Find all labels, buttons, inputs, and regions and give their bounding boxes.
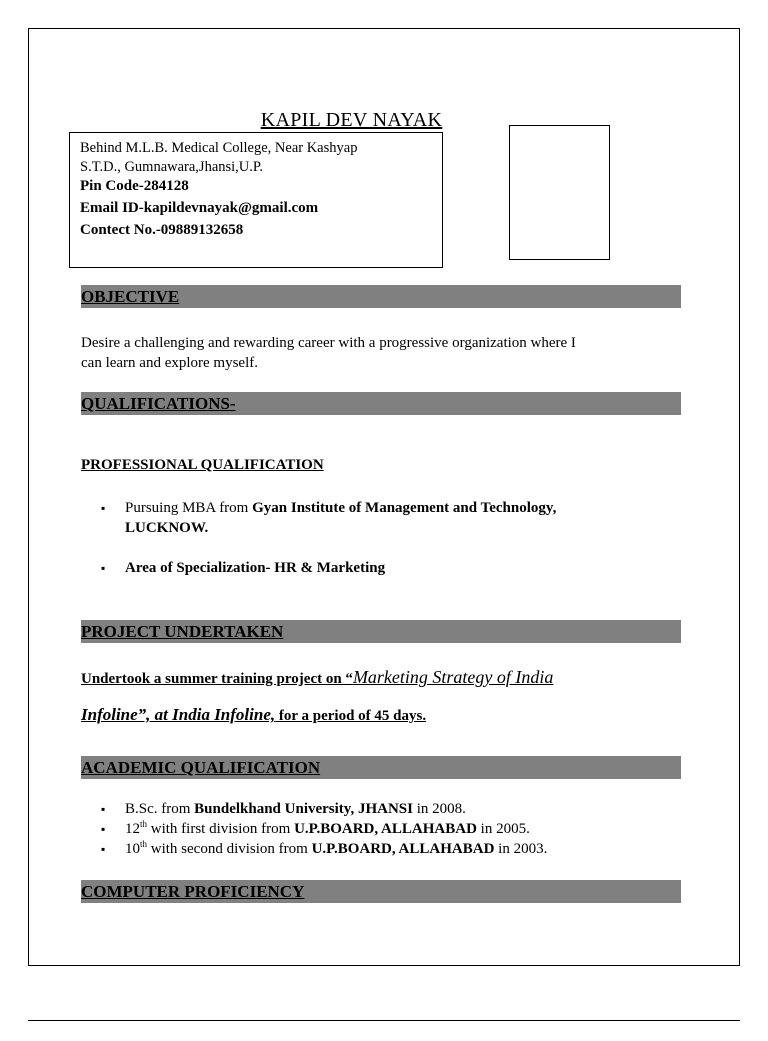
qualifications-heading: QUALIFICATIONS- <box>81 394 236 413</box>
list-item: ▪ Pursuing MBA from Gyan Institute of Management and Technology, LUCKNOW. <box>81 498 671 538</box>
academic-list <box>81 799 671 859</box>
email: Email ID-kapildevnayak@gmail.com <box>80 200 319 216</box>
list-item: ▪ Area of Specialization- HR & Marketing <box>81 558 671 578</box>
address-line-1: Behind M.L.B. Medical College, Near Kashyap <box>80 140 358 156</box>
specialization-list <box>81 558 671 578</box>
project-line-2: Infoline”, at India Infoline, for a period of 45 days. <box>81 705 427 724</box>
qualifications-heading-bar <box>81 392 681 415</box>
photo-placeholder <box>509 125 610 260</box>
academic-heading: ACADEMIC QUALIFICATION <box>81 758 321 777</box>
next-page-edge <box>28 1020 740 1041</box>
objective-text <box>81 333 681 373</box>
resume-page <box>28 28 740 966</box>
candidate-name: KAPIL DEV NAYAK <box>260 109 443 131</box>
list-item: ▪ 12th with first division from U.P.BOARD, ALLAHABAD in 2005. <box>81 819 671 839</box>
professional-qualification-heading: PROFESSIONAL QUALIFICATION <box>81 457 324 473</box>
list-item: ▪ B.Sc. from Bundelkhand University, JHANSI in 2008. <box>81 799 671 819</box>
computer-heading-bar <box>81 880 681 903</box>
list-item: ▪ 10th with second division from U.P.BOARD, ALLAHABAD in 2003. <box>81 839 671 859</box>
objective-line-1: Desire a challenging and rewarding career with a progressive organization where I <box>81 335 576 351</box>
objective-heading-bar <box>81 285 681 308</box>
professional-list <box>81 498 671 538</box>
address-line-2: S.T.D., Gumnawara,Jhansi,U.P. <box>80 159 263 175</box>
objective-heading: OBJECTIVE <box>81 287 180 306</box>
project-line-1: Undertook a summer training project on “Marketing Strategy of India <box>81 667 554 687</box>
project-heading: PROJECT UNDERTAKEN <box>81 622 284 641</box>
academic-heading-bar <box>81 756 681 779</box>
contact-box <box>69 132 443 268</box>
contact-number: Contect No.-09889132658 <box>80 222 244 238</box>
objective-line-2: can learn and explore myself. <box>81 355 259 371</box>
project-heading-bar <box>81 620 681 643</box>
pin-code: Pin Code-284128 <box>80 178 189 194</box>
computer-heading: COMPUTER PROFICIENCY <box>81 882 305 901</box>
